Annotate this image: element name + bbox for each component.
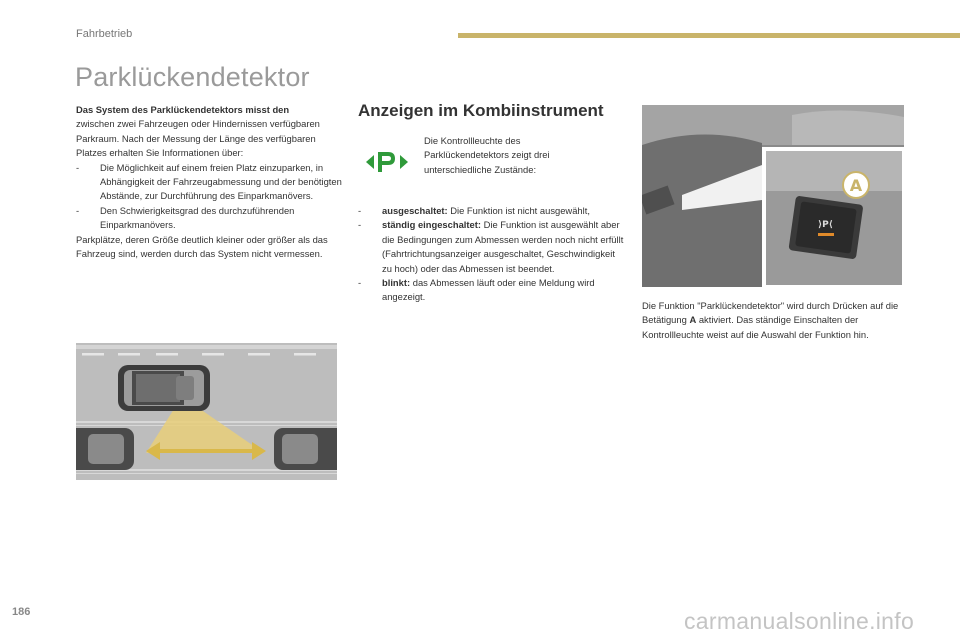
bullet-dash: - (358, 277, 362, 289)
moving-car-icon (118, 365, 210, 411)
bullet-text: Die Möglichkeit auf einem freien Platz einzuparken, in Abhängigkeit der Fahrzeugabmessung und der benötigten Abstände, zur Durchführung des Einparkmanövers. (100, 161, 342, 202)
activation-control-label: A (689, 314, 697, 326)
activation-description (642, 299, 912, 342)
bullet-text: Den Schwierigkeitsgrad des durchzuführenden Einparkmanövers. (100, 204, 295, 231)
list-item (358, 218, 626, 276)
section-heading: Anzeigen im Kombiinstrument (358, 101, 604, 120)
state-text: Die Funktion ist nicht ausgewählt, (450, 205, 590, 216)
parked-car-left-icon (76, 428, 134, 470)
activation-text-after: aktiviert. Das ständige Einschalten der Kontrollleuchte weist auf die Auswahl der Funktion hin. (642, 314, 869, 340)
bullet-dash: - (358, 219, 362, 231)
state-text: das Abmessen läuft oder eine Meldung wird angezeigt. (382, 277, 595, 303)
activation-text-before: Die Funktion "Parklückendetektor" wird durch Drücken auf die Betätigung (642, 300, 899, 326)
list-item (76, 161, 344, 204)
page-title: Parklückendetektor (75, 62, 310, 92)
intro-paragraph: zwischen zwei Fahrzeugen oder Hindernissen verfügbaren Parkraum. Nach der Messung der Länge des verfügbaren Platzes erhalten Sie Informationen über: (76, 118, 320, 159)
state-label: ständig eingeschaltet: (382, 219, 481, 231)
indicator-states-list (358, 204, 626, 305)
page-number: 186 (12, 606, 31, 618)
intro-column (76, 103, 344, 261)
control-button-symbol: ⟩P⟨ (818, 220, 833, 230)
state-label: blinkt: (382, 277, 411, 289)
bullet-dash: - (76, 161, 80, 173)
dashboard-control-photo (642, 105, 904, 287)
intro-closing-paragraph: Parkplätze, deren Größe deutlich kleiner oder größer als das Fahrzeug sind, werden durch das System nicht vermessen. (76, 233, 328, 260)
intro-bullet-list (76, 161, 344, 233)
parked-car-right-icon (274, 428, 337, 470)
section-accent-bar (458, 33, 960, 38)
parking-space-diagram (76, 343, 337, 480)
watermark: carmanualsonline.info (684, 608, 915, 634)
photo-callout-label: A (849, 176, 863, 195)
list-item (358, 276, 626, 305)
bullet-dash: - (76, 204, 80, 216)
indicator-description: Die Kontrollleuchte des Parklückendetektors zeigt drei unterschiedliche Zustände: (424, 135, 550, 175)
state-text: Die Funktion ist ausgewählt aber die Bedingungen zum Abmessen werden noch nicht erfüllt (Fahrtrichtungsanzeiger ausgeschaltet, Geschwindigkeit zu hoch) oder das Abmessen ist beendet. (382, 219, 624, 274)
section-label: Fahrbetrieb (76, 28, 133, 40)
intro-lead: Das System des Parklückendetektors misst den (76, 104, 290, 115)
list-item (76, 204, 344, 233)
park-assist-indicator-icon (366, 149, 408, 175)
list-item (358, 204, 626, 218)
bullet-dash: - (358, 205, 362, 216)
state-label: ausgeschaltet: (382, 205, 448, 216)
